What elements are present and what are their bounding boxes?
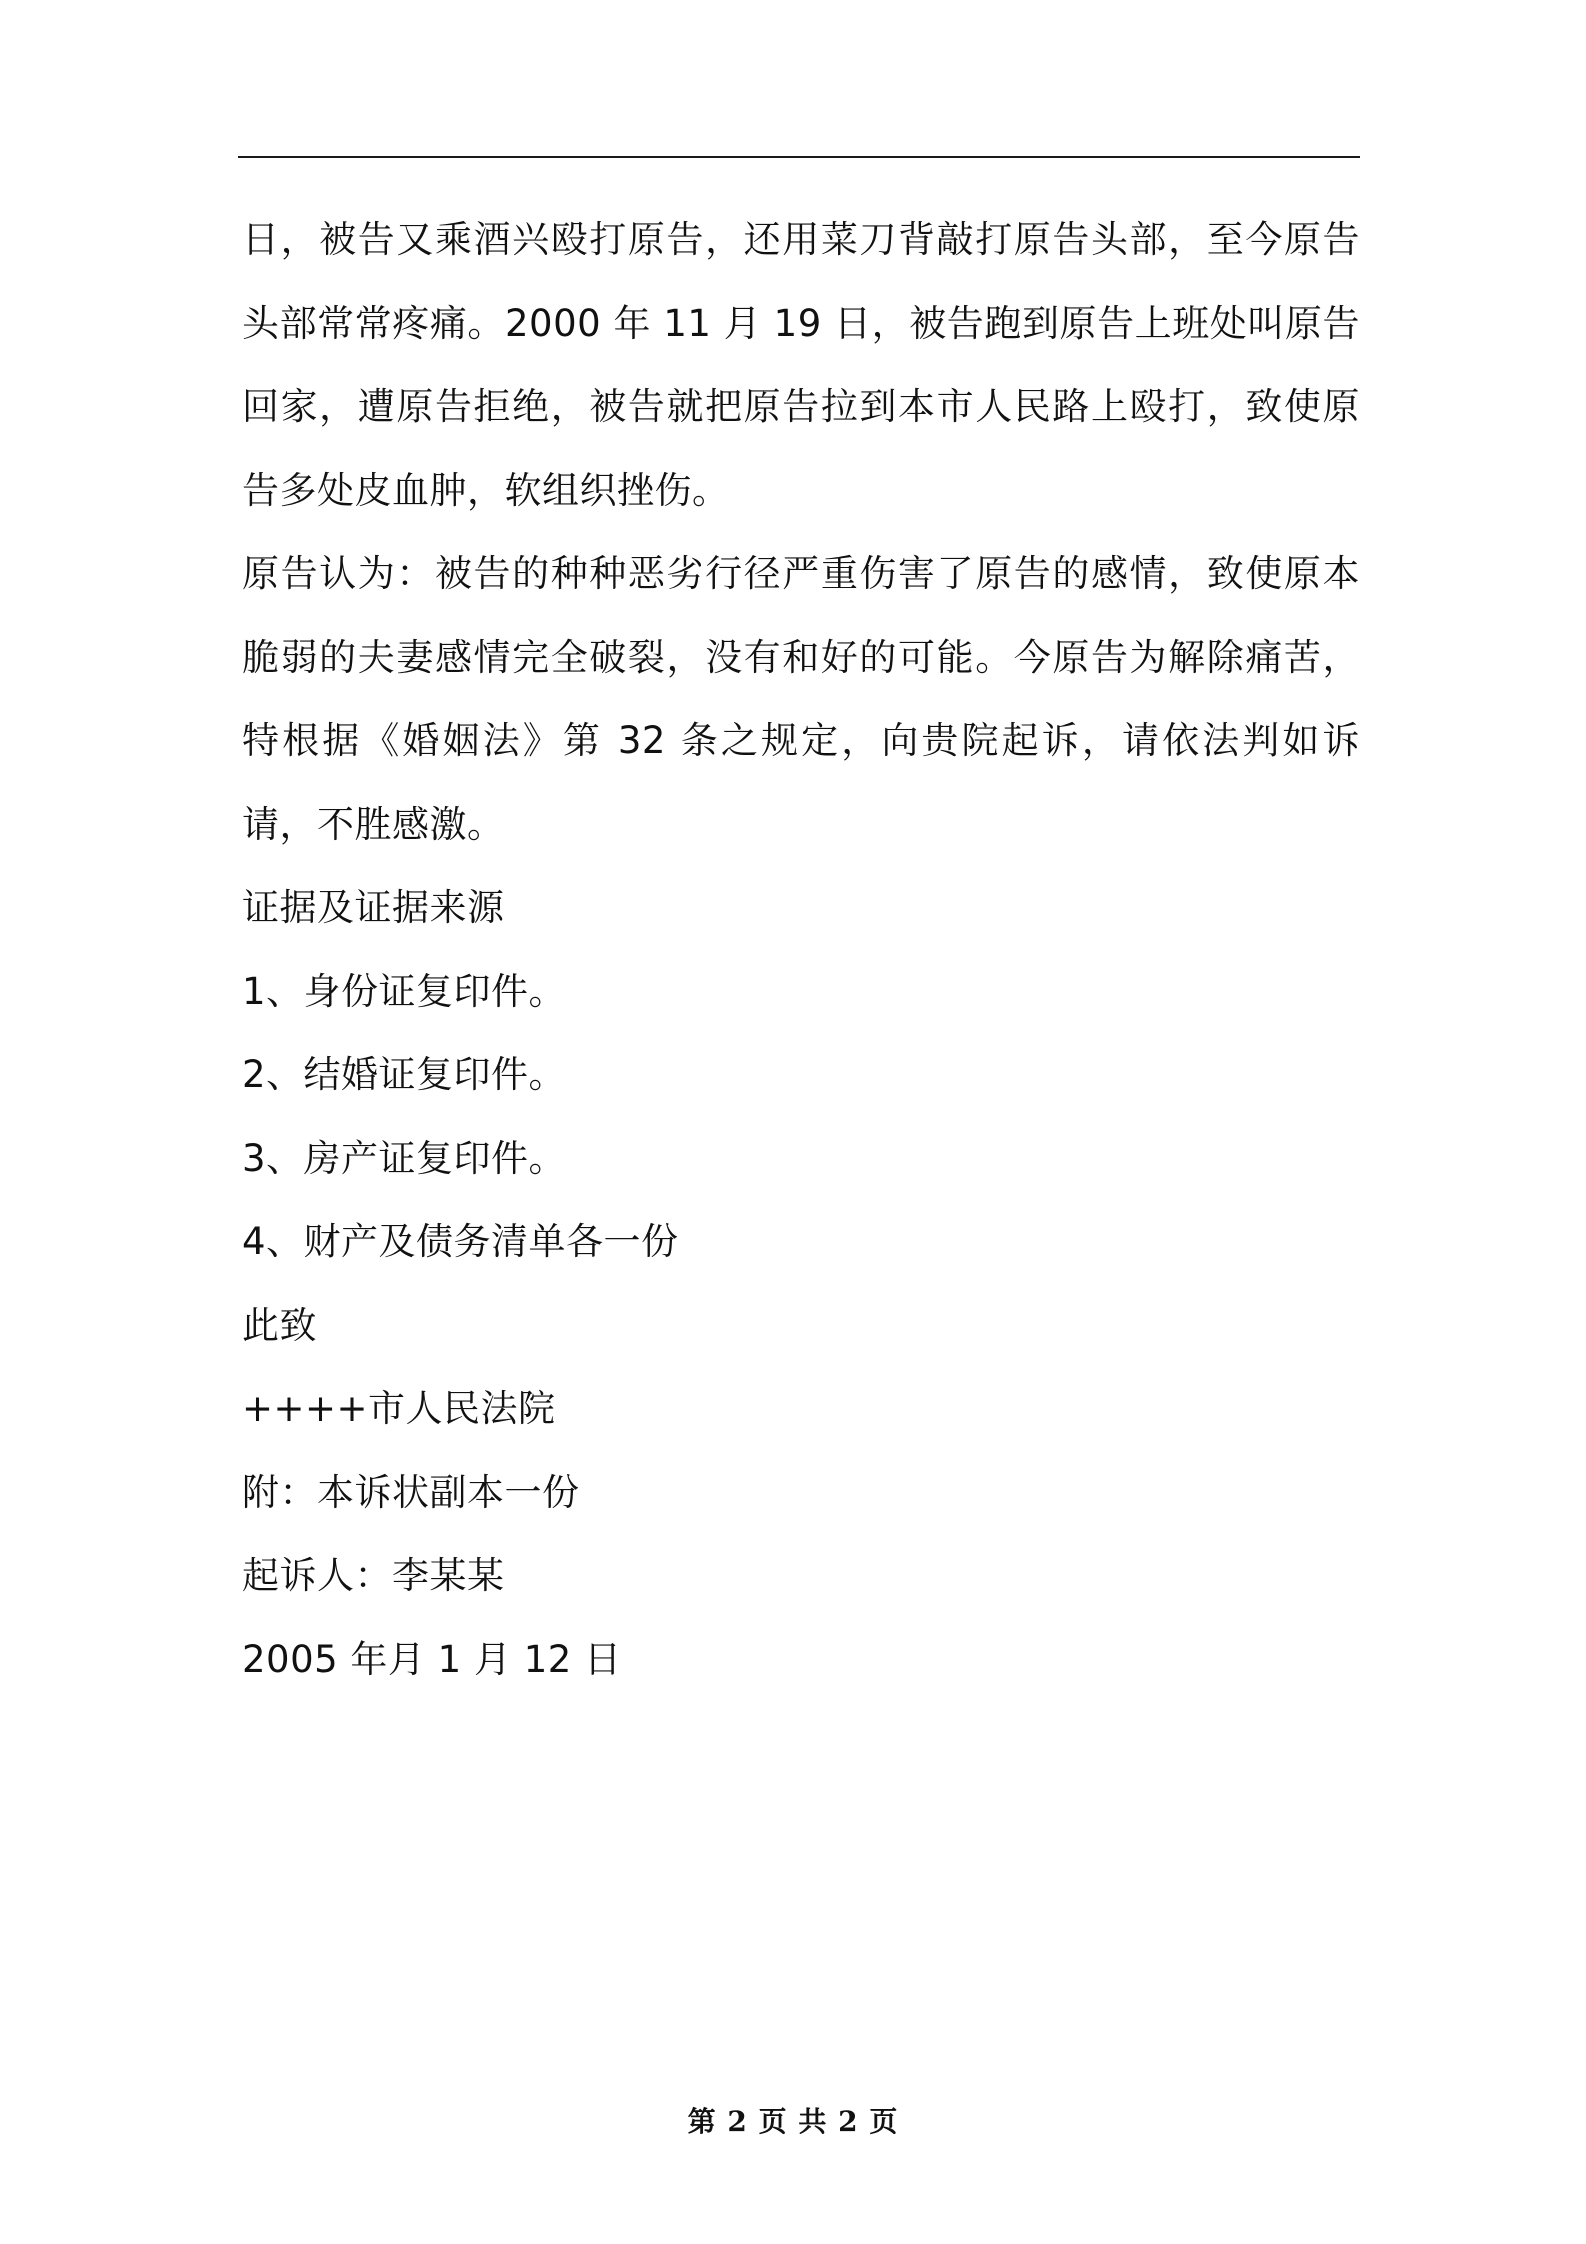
evidence-item: 2、结婚证复印件。 xyxy=(242,1053,567,1096)
court-name: ++++市人民法院 xyxy=(242,1387,556,1430)
header-rule xyxy=(238,156,1360,158)
document-date: 2005 年月 1 月 12 日 xyxy=(242,1637,622,1681)
document-body xyxy=(242,198,1360,1701)
paragraph-claim: 原告认为：被告的种种恶劣行径严重伤害了原告的感情，致使原本脆弱的夫妻感情完全破裂，没有和好的可能。今原告为解除痛苦，特根据《婚姻法》第 32 条之规定，向贵院起诉，请依法判如诉请，不胜感激。 xyxy=(242,552,1360,846)
page-number: 第 2 页 共 2 页 xyxy=(687,2105,899,2138)
paragraph-incident: 日，被告又乘酒兴殴打原告，还用菜刀背敲打原告头部，至今原告头部常常疼痛。2000 年 11 月 19 日，被告跑到原告上班处叫原告回家，遭原告拒绝，被告就把原告拉到本市人民路上殴打，致使原告多处皮血肿，软组织挫伤。 xyxy=(242,218,1360,512)
plaintiff-signature: 起诉人：李某某 xyxy=(242,1554,505,1597)
attachment-note: 附：本诉状副本一份 xyxy=(242,1470,580,1514)
evidence-heading: 证据及证据来源 xyxy=(242,886,505,929)
evidence-item: 1、身份证复印件。 xyxy=(242,969,567,1013)
evidence-item: 3、房产证复印件。 xyxy=(242,1136,567,1180)
salutation: 此致 xyxy=(242,1303,317,1347)
evidence-item: 4、财产及债务清单各一份 xyxy=(242,1220,679,1263)
